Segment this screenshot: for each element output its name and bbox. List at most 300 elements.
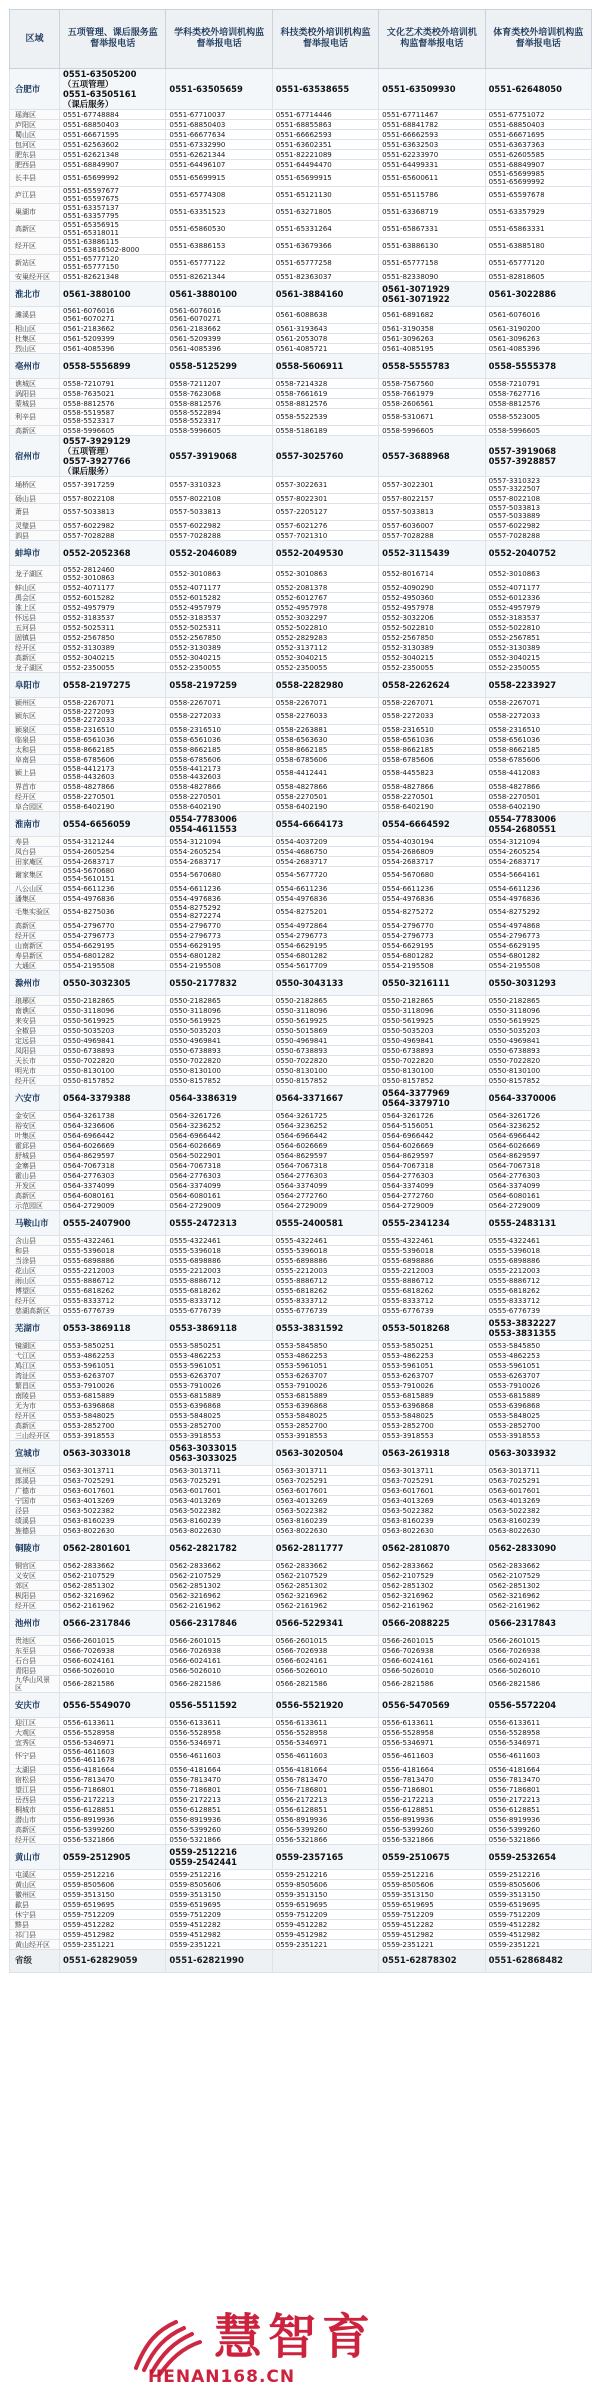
district-row: [10, 996, 592, 1006]
phone-cell: 0556-2172213: [166, 1795, 272, 1805]
region-cell: 临泉县: [10, 735, 60, 745]
phone-cell: 0562-2107529: [60, 1571, 166, 1581]
phone-cell: 0551-82338090: [379, 272, 485, 282]
phone-cell: 0553-5961051: [485, 1361, 591, 1371]
phone-cell: 0553-2852700: [272, 1421, 378, 1431]
city-row: [10, 1441, 592, 1466]
phone-cell: 0554-7783006 0554-2680551: [485, 812, 591, 837]
phone-cell: 0558-5996605: [485, 426, 591, 436]
district-row: [10, 1476, 592, 1486]
phone-cell: 0561-2183662: [166, 324, 272, 334]
region-cell: 烈山区: [10, 344, 60, 354]
region-cell: 广德市: [10, 1486, 60, 1496]
region-cell: 霍山县: [10, 1171, 60, 1181]
phone-cell: 0550-2177832: [166, 971, 272, 996]
district-row: [10, 961, 592, 971]
phone-cell: 0558-7661619: [272, 389, 378, 399]
phone-cell: 0553-3918553: [379, 1431, 485, 1441]
phone-cell: 0566-2601015: [379, 1636, 485, 1646]
phone-cell: 0552-3040215: [272, 653, 378, 663]
region-cell: 泗县: [10, 531, 60, 541]
region-cell: 高新区: [10, 1421, 60, 1431]
phone-cell: 0558-2267071: [166, 698, 272, 708]
phone-cell: 0554-6664592: [379, 812, 485, 837]
phone-cell: 0551-62233970: [379, 150, 485, 160]
phone-cell: 0551-63886130: [379, 238, 485, 255]
region-cell: 博望区: [10, 1286, 60, 1296]
phone-cell: 0557-7021310: [272, 531, 378, 541]
phone-cell: 0552-3137112: [272, 643, 378, 653]
phone-cell: 0555-4322461: [485, 1236, 591, 1246]
phone-cell: 0552-2040752: [485, 541, 591, 566]
phone-cell: 0566-2601015: [166, 1636, 272, 1646]
phone-cell: 0554-3121244: [60, 837, 166, 847]
phone-cell: 0553-7910026: [485, 1381, 591, 1391]
district-row: [10, 504, 592, 521]
phone-cell: 0553-5018268: [379, 1316, 485, 1341]
phone-cell: 0558-5310671: [379, 409, 485, 426]
region-cell: 贵池区: [10, 1636, 60, 1646]
region-cell: 包河区: [10, 140, 60, 150]
phone-cell: 0556-2172213: [379, 1795, 485, 1805]
district-row: [10, 1940, 592, 1950]
district-row: [10, 1056, 592, 1066]
region-cell: 宁国市: [10, 1496, 60, 1506]
phone-cell: 0550-3118096: [272, 1006, 378, 1016]
phone-cell: 0550-8130100: [485, 1066, 591, 1076]
region-cell: 凤台县: [10, 847, 60, 857]
phone-cell: 0550-3118096: [379, 1006, 485, 1016]
phone-cell: 0555-6898886: [379, 1256, 485, 1266]
phone-cell: 0554-2605254: [166, 847, 272, 857]
phone-cell: 0562-2851302: [60, 1581, 166, 1591]
phone-cell: 0566-2088225: [379, 1611, 485, 1636]
phone-cell: 0562-2107529: [272, 1571, 378, 1581]
phone-cell: 0553-3918553: [166, 1431, 272, 1441]
phone-cell: 0559-2351221: [379, 1940, 485, 1950]
region-cell: 高新区: [10, 653, 60, 663]
phone-cell: 0556-5528958: [60, 1728, 166, 1738]
phone-cell: 0555-6776739: [60, 1306, 166, 1316]
phone-cell: 0552-2350055: [166, 663, 272, 673]
phone-cell: 0561-3193643: [272, 324, 378, 334]
phone-cell: 0551-63538655: [272, 69, 378, 110]
phone-cell: 0555-6818262: [485, 1286, 591, 1296]
phone-cell: 0550-5619925: [379, 1016, 485, 1026]
phone-cell: 0552-4071177: [166, 583, 272, 593]
city-row: [10, 1086, 592, 1111]
district-row: [10, 1506, 592, 1516]
phone-cell: 0563-2619318: [379, 1441, 485, 1466]
phone-cell: 0557-5033813: [60, 504, 166, 521]
phone-cell: 0550-8157852: [60, 1076, 166, 1086]
region-cell: 弋江区: [10, 1351, 60, 1361]
phone-cell: 0554-2796773: [272, 931, 378, 941]
phone-cell: 0554-8275036: [60, 904, 166, 921]
phone-cell: 0564-6966442: [485, 1131, 591, 1141]
region-cell: 定远县: [10, 1036, 60, 1046]
phone-cell: 0554-3121094: [166, 837, 272, 847]
phone-cell: 0562-2833090: [485, 1536, 591, 1561]
city-row: [10, 971, 592, 996]
phone-cell: 0558-2272033: [485, 708, 591, 725]
district-row: [10, 1835, 592, 1845]
phone-cell: 0554-6664173: [272, 812, 378, 837]
phone-cell: 0558-8662185: [272, 745, 378, 755]
district-row: [10, 1646, 592, 1656]
district-row: [10, 1066, 592, 1076]
district-row: [10, 170, 592, 187]
region-cell: 示范园区: [10, 1201, 60, 1211]
phone-cell: 0562-2851302: [272, 1581, 378, 1591]
phone-cell: 0552-3040215: [485, 653, 591, 663]
region-cell: 谯城区: [10, 379, 60, 389]
phone-cell: 0555-8333712: [60, 1296, 166, 1306]
phone-cell: 0558-5555378: [485, 354, 591, 379]
district-row: [10, 857, 592, 867]
phone-cell: 0553-6263707: [379, 1371, 485, 1381]
district-row: [10, 1571, 592, 1581]
region-cell: 马鞍山市: [10, 1211, 60, 1236]
region-cell: 固镇县: [10, 633, 60, 643]
phone-cell: 0552-2567850: [60, 633, 166, 643]
phone-cell: 0554-4974868: [485, 921, 591, 931]
phone-cell: 0553-3918553: [60, 1431, 166, 1441]
phone-cell: 0557-6036007: [379, 521, 485, 531]
phone-cell: 0551-62605585: [485, 150, 591, 160]
phone-cell: 0554-4037209: [272, 837, 378, 847]
phone-cell: 0561-4085396: [60, 344, 166, 354]
phone-cell: 0558-6561036: [60, 735, 166, 745]
region-cell: 叶集区: [10, 1131, 60, 1141]
region-cell: 田家庵区: [10, 857, 60, 867]
phone-cell: 0551-65356915 0551-65318011: [60, 221, 166, 238]
phone-cell: 0554-6611236: [166, 884, 272, 894]
phone-cell: 0564-3386319: [166, 1086, 272, 1111]
phone-cell: 0552-5022810: [379, 623, 485, 633]
header-academic-training: 学科类校外培训机构监督举报电话: [166, 10, 272, 69]
phone-cell: 0559-7512209: [485, 1910, 591, 1920]
region-cell: 经开区: [10, 238, 60, 255]
phone-cell: 0551-67711467: [379, 110, 485, 120]
phone-cell: 0563-5022382: [272, 1506, 378, 1516]
phone-cell: 0562-2161962: [60, 1601, 166, 1611]
phone-cell: 0551-62648050: [485, 69, 591, 110]
hotline-table: [9, 9, 592, 1973]
phone-cell: 0554-6629195: [379, 941, 485, 951]
phone-cell: 0566-7026938: [379, 1646, 485, 1656]
district-row: [10, 1718, 592, 1728]
phone-cell: 0559-3513150: [60, 1890, 166, 1900]
phone-cell: 0564-3377969 0564-3379710: [379, 1086, 485, 1111]
region-cell: 经开区: [10, 643, 60, 653]
phone-cell: 0553-5961051: [272, 1361, 378, 1371]
phone-cell: 0552-4957979: [166, 603, 272, 613]
district-row: [10, 409, 592, 426]
phone-cell: 0559-7512209: [272, 1910, 378, 1920]
phone-cell: 0558-2282980: [272, 673, 378, 698]
phone-cell: 0558-2262624: [379, 673, 485, 698]
phone-cell: 0559-4512282: [485, 1920, 591, 1930]
hotline-table-container: [9, 9, 591, 1973]
phone-cell: 0564-2772760: [379, 1191, 485, 1201]
district-row: [10, 633, 592, 643]
phone-cell: 0553-6815889: [166, 1391, 272, 1401]
phone-cell: 0554-6629195: [166, 941, 272, 951]
phone-cell: 0553-3918553: [485, 1431, 591, 1441]
phone-cell: 0566-2601015: [485, 1636, 591, 1646]
phone-cell: 0556-4181664: [60, 1765, 166, 1775]
phone-cell: 0550-3043133: [272, 971, 378, 996]
region-cell: 利辛县: [10, 409, 60, 426]
phone-cell: 0553-3832227 0553-3831355: [485, 1316, 591, 1341]
phone-cell: 0558-6563630: [272, 735, 378, 745]
phone-cell: 0556-8919936: [166, 1815, 272, 1825]
phone-cell: 0551-63357929: [485, 204, 591, 221]
phone-cell: 0562-2851302: [379, 1581, 485, 1591]
phone-cell: 0562-2811777: [272, 1536, 378, 1561]
phone-cell: 0554-4030194: [379, 837, 485, 847]
phone-cell: 0564-6966442: [60, 1131, 166, 1141]
phone-cell: 0562-3216962: [485, 1591, 591, 1601]
phone-cell: 0563-8022630: [379, 1526, 485, 1536]
phone-cell: 0554-2796773: [379, 931, 485, 941]
phone-cell: 0555-6818262: [272, 1286, 378, 1296]
phone-cell: 0550-8130100: [379, 1066, 485, 1076]
phone-cell: 0564-6966442: [166, 1131, 272, 1141]
region-cell: 禹会区: [10, 593, 60, 603]
phone-cell: 0555-2212003: [485, 1266, 591, 1276]
phone-cell: 0553-7910026: [60, 1381, 166, 1391]
district-row: [10, 1006, 592, 1016]
phone-cell: 0553-6263707: [272, 1371, 378, 1381]
phone-cell: 0551-62829059: [60, 1950, 166, 1973]
phone-cell: 0561-3096263: [485, 334, 591, 344]
header-region: 区域: [10, 10, 60, 69]
phone-cell: 0551-65699915: [272, 170, 378, 187]
phone-cell: 0554-8275292 0554-8272274: [166, 904, 272, 921]
district-row: [10, 1561, 592, 1571]
phone-cell: 0553-5961051: [60, 1361, 166, 1371]
phone-cell: 0564-2729009: [166, 1201, 272, 1211]
phone-cell: 0558-5186189: [272, 426, 378, 436]
phone-cell: 0566-7026938: [166, 1646, 272, 1656]
phone-cell: 0559-2510675: [379, 1845, 485, 1870]
phone-cell: 0551-66662593: [379, 130, 485, 140]
phone-cell: 0558-6785606: [272, 755, 378, 765]
phone-cell: 0557-8022108: [60, 494, 166, 504]
watermark-site: HENAN168.CN: [148, 2367, 296, 2387]
phone-cell: 0554-2683717: [485, 857, 591, 867]
region-cell: 枞阳县: [10, 1591, 60, 1601]
phone-cell: 0554-2683717: [60, 857, 166, 867]
phone-cell: 0554-8275292: [485, 904, 591, 921]
phone-cell: 0556-6128851: [485, 1805, 591, 1815]
district-row: [10, 521, 592, 531]
phone-cell: 0558-8812576: [166, 399, 272, 409]
phone-cell: 0561-5209399: [60, 334, 166, 344]
phone-cell: 0559-2512216: [60, 1870, 166, 1880]
phone-cell: 0564-8629597: [485, 1151, 591, 1161]
phone-cell: 0554-4976836: [272, 894, 378, 904]
district-row: [10, 426, 592, 436]
region-cell: 镜湖区: [10, 1341, 60, 1351]
region-cell: 舒城县: [10, 1151, 60, 1161]
phone-cell: 0555-4322461: [60, 1236, 166, 1246]
phone-cell: 0551-65699992: [60, 170, 166, 187]
phone-cell: 0550-2182865: [60, 996, 166, 1006]
phone-cell: 0566-5026010: [485, 1666, 591, 1676]
district-row: [10, 1591, 592, 1601]
phone-cell: 0551-65121130: [272, 187, 378, 204]
region-cell: 涡阳县: [10, 389, 60, 399]
phone-cell: 0552-2567851: [485, 633, 591, 643]
region-cell: 铜陵市: [10, 1536, 60, 1561]
header-sports-training: 体育类校外培训机构监督举报电话: [485, 10, 591, 69]
district-row: [10, 1581, 592, 1591]
phone-cell: 0554-5617709: [272, 961, 378, 971]
phone-cell: 0554-4976836: [60, 894, 166, 904]
phone-cell: 0558-2270501: [60, 792, 166, 802]
phone-cell: 0553-7910026: [166, 1381, 272, 1391]
phone-cell: 0563-3013711: [60, 1466, 166, 1476]
phone-cell: 0556-8919936: [60, 1815, 166, 1825]
phone-cell: 0564-2729009: [272, 1201, 378, 1211]
phone-cell: 0558-5125299: [166, 354, 272, 379]
district-row: [10, 1306, 592, 1316]
phone-cell: 0556-4181664: [166, 1765, 272, 1775]
region-cell: 淮北市: [10, 282, 60, 307]
phone-cell: 0558-6402190: [485, 802, 591, 812]
phone-cell: 0552-5022810: [485, 623, 591, 633]
phone-cell: 0551-66677634: [166, 130, 272, 140]
phone-cell: 0563-4013269: [60, 1496, 166, 1506]
phone-cell: 0564-3374099: [60, 1181, 166, 1191]
phone-cell: 0554-6629195: [485, 941, 591, 951]
phone-cell: 0564-8629597: [379, 1151, 485, 1161]
region-cell: 义安区: [10, 1571, 60, 1581]
phone-cell: 0553-6396868: [166, 1401, 272, 1411]
phone-cell: 0559-8505606: [485, 1880, 591, 1890]
phone-cell: 0564-6080161: [60, 1191, 166, 1201]
phone-cell: 0554-2683717: [272, 857, 378, 867]
phone-cell: 0555-8333712: [272, 1296, 378, 1306]
phone-cell: 0552-2350055: [485, 663, 591, 673]
phone-cell: 0558-4827866: [272, 782, 378, 792]
phone-cell: 0556-5399260: [379, 1825, 485, 1835]
phone-cell: 0563-7025291: [485, 1476, 591, 1486]
region-cell: 长丰县: [10, 170, 60, 187]
region-cell: 经开区: [10, 1601, 60, 1611]
district-row: [10, 1121, 592, 1131]
phone-cell: 0563-3013711: [166, 1466, 272, 1476]
phone-cell: 0550-2182865: [272, 996, 378, 1006]
region-cell: 歙县: [10, 1900, 60, 1910]
phone-cell: 0552-6015282: [166, 593, 272, 603]
district-row: [10, 1775, 592, 1785]
phone-cell: 0564-6026669: [272, 1141, 378, 1151]
region-cell: 高新区: [10, 921, 60, 931]
phone-cell: 0558-7635021: [60, 389, 166, 399]
phone-cell: 0566-2601015: [272, 1636, 378, 1646]
phone-cell: 0555-5396018: [272, 1246, 378, 1256]
phone-cell: 0554-7783006 0554-4611553: [166, 812, 272, 837]
region-cell: 灵璧县: [10, 521, 60, 531]
phone-cell: 0556-2172213: [272, 1795, 378, 1805]
phone-cell: 0566-6024161: [166, 1656, 272, 1666]
phone-cell: 0558-6785606: [379, 755, 485, 765]
phone-cell: 0562-2161962: [166, 1601, 272, 1611]
phone-cell: 0556-7813470: [272, 1775, 378, 1785]
region-cell: 南谯区: [10, 1006, 60, 1016]
district-row: [10, 334, 592, 344]
phone-cell: 0551-64496107: [166, 160, 272, 170]
phone-cell: 0559-3513150: [379, 1890, 485, 1900]
phone-cell: 0556-5346971: [379, 1738, 485, 1748]
phone-cell: 0551-65863331: [485, 221, 591, 238]
phone-cell: 0563-6017601: [60, 1486, 166, 1496]
district-row: [10, 613, 592, 623]
phone-cell: 0563-3013711: [485, 1466, 591, 1476]
phone-cell: 0554-2195508: [60, 961, 166, 971]
header-tech-training: 科技类校外培训机构监督举报电话: [272, 10, 378, 69]
phone-cell: 0562-2851302: [485, 1581, 591, 1591]
district-row: [10, 1516, 592, 1526]
region-cell: 高新区: [10, 1825, 60, 1835]
phone-cell: 0558-5556899: [60, 354, 166, 379]
phone-cell: 0559-3513150: [485, 1890, 591, 1900]
phone-cell: 0561-3190358: [379, 324, 485, 334]
phone-cell: 0551-63885180: [485, 238, 591, 255]
phone-cell: 0553-3831592: [272, 1316, 378, 1341]
phone-cell: 0564-6080161: [485, 1191, 591, 1201]
district-row: [10, 1728, 592, 1738]
phone-cell: 0559-2512216: [485, 1870, 591, 1880]
phone-cell: 0550-7022820: [379, 1056, 485, 1066]
phone-cell: 0557-3917259: [60, 477, 166, 494]
phone-cell: 0551-65699915: [166, 170, 272, 187]
region-cell: 鸠江区: [10, 1361, 60, 1371]
region-cell: 山南新区: [10, 941, 60, 951]
phone-cell: 0551-68849907: [60, 160, 166, 170]
phone-cell: 0566-5026010: [272, 1666, 378, 1676]
phone-cell: 0556-6128851: [272, 1805, 378, 1815]
district-row: [10, 1526, 592, 1536]
phone-cell: 0564-3374099: [166, 1181, 272, 1191]
phone-cell: 0554-2683717: [379, 857, 485, 867]
phone-cell: 0552-2829283: [272, 633, 378, 643]
region-cell: 湾沚区: [10, 1371, 60, 1381]
phone-cell: 0551-63505200 （五项管理） 0551-63505161 （课后服务）: [60, 69, 166, 110]
district-row: [10, 1286, 592, 1296]
district-row: [10, 238, 592, 255]
phone-cell: 0558-2270501: [166, 792, 272, 802]
district-row: [10, 204, 592, 221]
phone-cell: 0551-65860530: [166, 221, 272, 238]
phone-cell: 0551-65774308: [166, 187, 272, 204]
phone-cell: 0564-2772760: [272, 1191, 378, 1201]
district-row: [10, 1805, 592, 1815]
phone-cell: 0555-2212003: [60, 1266, 166, 1276]
phone-cell: 0550-3118096: [60, 1006, 166, 1016]
phone-cell: 0557-7028288: [60, 531, 166, 541]
district-row: [10, 603, 592, 613]
phone-cell: 0557-8022108: [485, 494, 591, 504]
phone-cell: 0552-2049530: [272, 541, 378, 566]
district-row: [10, 531, 592, 541]
phone-cell: 0564-6966442: [272, 1131, 378, 1141]
district-row: [10, 735, 592, 745]
